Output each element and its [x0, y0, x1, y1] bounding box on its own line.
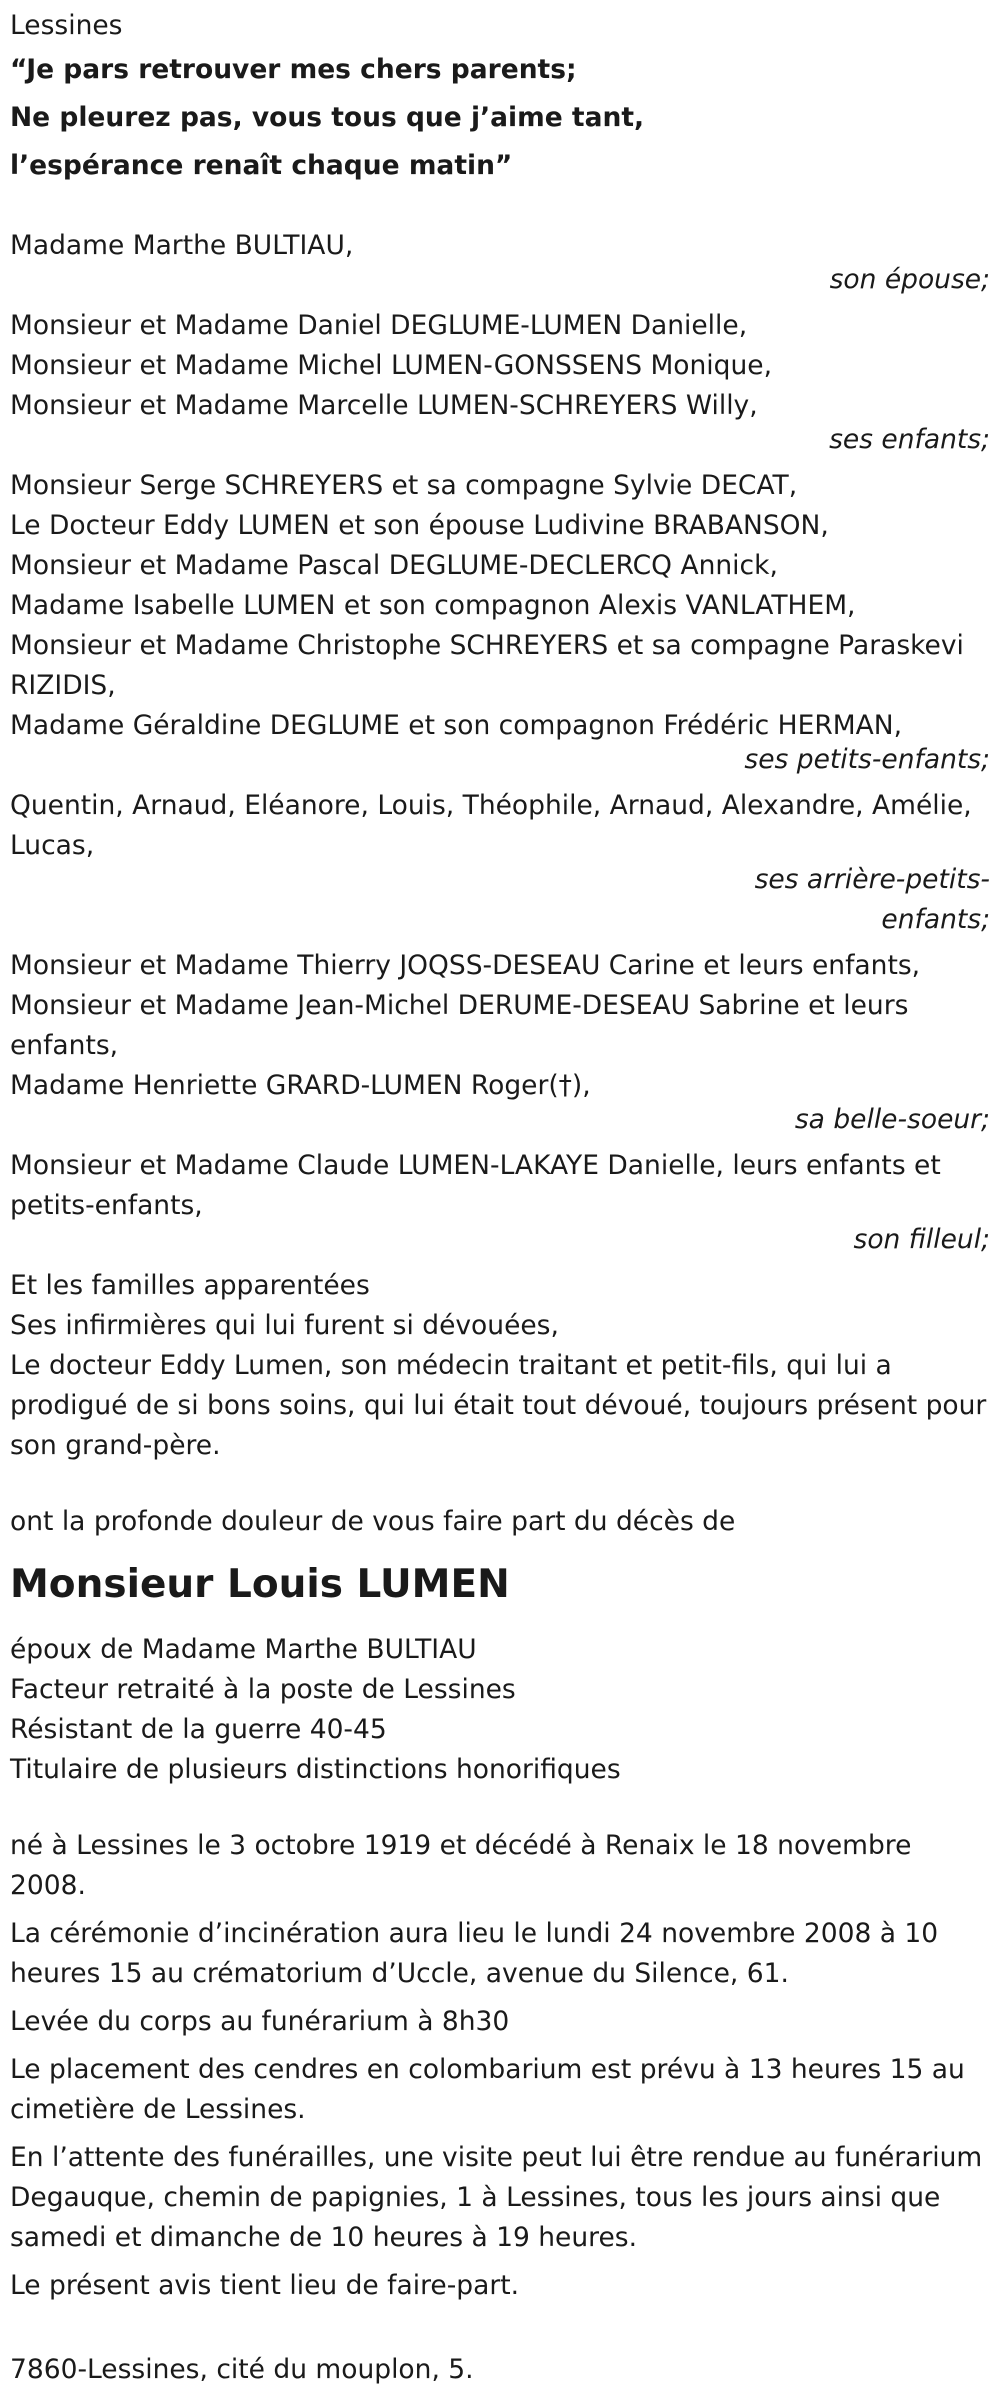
spacer	[10, 190, 990, 226]
family-line: Monsieur et Madame Jean-Michel DERUME-DESEAU Sabrine et leurs enfants,	[10, 990, 909, 1061]
relation-label: ses arrière-petits-enfants;	[754, 864, 990, 935]
family-line: Madame Isabelle LUMEN et son compagnon Alexis VANLATHEM,	[10, 590, 856, 621]
poem-line: “Je pars retrouver mes chers parents;	[10, 54, 577, 85]
relation-label: sa belle-soeur;	[794, 1104, 990, 1135]
family-line: Le docteur Eddy Lumen, son médecin traitant et petit-fils, qui lui a prodigué de si bons soins, qui lui était tout dévoué, toujours présent pour son grand-père.	[10, 1350, 987, 1461]
family-line: Quentin, Arnaud, Eléanore, Louis, Théophile, Arnaud, Alexandre, Amélie, Lucas,	[10, 790, 972, 861]
family-line: Et les familles apparentées	[10, 1270, 370, 1301]
detail-paragraph: En l’attente des funérailles, une visite peut lui être rendue au funérarium Degauque, chemin de papignies, 1 à Lessines, tous les jours ainsi que samedi et dimanche de 10 heures à 19 heures.	[10, 2142, 983, 2253]
family-line: Monsieur et Madame Michel LUMEN-GONSSENS Monique,	[10, 350, 773, 381]
family-group-grandchildren	[10, 466, 990, 780]
family-line: Monsieur et Madame Claude LUMEN-LAKAYE Danielle, leurs enfants et petits-enfants,	[10, 1150, 941, 1221]
family-line: Monsieur et Madame Daniel DEGLUME-LUMEN Danielle,	[10, 310, 748, 341]
family-line: Madame Henriette GRARD-LUMEN Roger(†),	[10, 1070, 591, 1101]
detail-paragraph: Le présent avis tient lieu de faire-part.	[10, 2270, 520, 2301]
address-line: 7860-Lessines, cité du mouplon, 5.	[10, 2354, 474, 2385]
family-line: Monsieur et Madame Christophe SCHREYERS et sa compagne Paraskevi RIZIDIS,	[10, 630, 964, 701]
extended-family	[10, 1266, 990, 1466]
deceased-bio	[10, 1630, 990, 1790]
family-group-godson	[10, 1146, 990, 1260]
family-line: Monsieur et Madame Thierry JOQSS-DESEAU Carine et leurs enfants,	[10, 950, 921, 981]
poem-quote	[10, 46, 990, 190]
funeral-details	[10, 1826, 990, 2306]
family-line: Monsieur et Madame Pascal DEGLUME-DECLERCQ Annick,	[10, 550, 778, 581]
detail-paragraph: Levée du corps au funérarium à 8h30	[10, 2006, 510, 2037]
family-group-great-grandchildren	[10, 786, 990, 940]
relation-label: ses petits-enfants;	[744, 744, 990, 775]
spacer	[10, 1466, 990, 1502]
poem-line: Ne pleurez pas, vous tous que j’aime tant,	[10, 102, 645, 133]
family-line: Monsieur Serge SCHREYERS et sa compagne Sylvie DECAT,	[10, 470, 798, 501]
bio-line: époux de Madame Marthe BULTIAU	[10, 1634, 477, 1665]
town-header: Lessines	[10, 10, 123, 41]
family-group-children	[10, 306, 990, 460]
poem-line: l’espérance renaît chaque matin”	[10, 150, 513, 181]
announcement-text: ont la profonde douleur de vous faire part du décès de	[10, 1506, 736, 1537]
relation-label: son épouse;	[829, 264, 990, 295]
bio-line: Titulaire de plusieurs distinctions honorifiques	[10, 1754, 621, 1785]
relation-label: son filleul;	[853, 1224, 990, 1255]
detail-paragraph: né à Lessines le 3 octobre 1919 et décédé à Renaix le 18 novembre 2008.	[10, 1830, 912, 1901]
detail-paragraph: Le placement des cendres en colombarium est prévu à 13 heures 15 au cimetière de Lessines.	[10, 2054, 965, 2125]
spacer	[10, 1790, 990, 1826]
family-line: Ses infirmières qui lui furent si dévouées,	[10, 1310, 559, 1341]
family-line: Madame Marthe BULTIAU,	[10, 230, 354, 261]
family-line: Madame Géraldine DEGLUME et son compagnon Frédéric HERMAN,	[10, 710, 902, 741]
spacer	[10, 2314, 990, 2350]
family-group-spouse	[10, 226, 990, 300]
family-line: Monsieur et Madame Marcelle LUMEN-SCHREYERS Willy,	[10, 390, 758, 421]
bio-line: Résistant de la guerre 40-45	[10, 1714, 387, 1745]
detail-paragraph: La cérémonie d’incinération aura lieu le lundi 24 novembre 2008 à 10 heures 15 au crématorium d’Uccle, avenue du Silence, 61.	[10, 1918, 939, 1989]
family-line: Le Docteur Eddy LUMEN et son épouse Ludivine BRABANSON,	[10, 510, 829, 541]
family-group-sister-in-law	[10, 946, 990, 1140]
deceased-name: Monsieur Louis LUMEN	[10, 1562, 510, 1607]
bio-line: Facteur retraité à la poste de Lessines	[10, 1674, 516, 1705]
relation-label: ses enfants;	[829, 424, 990, 455]
